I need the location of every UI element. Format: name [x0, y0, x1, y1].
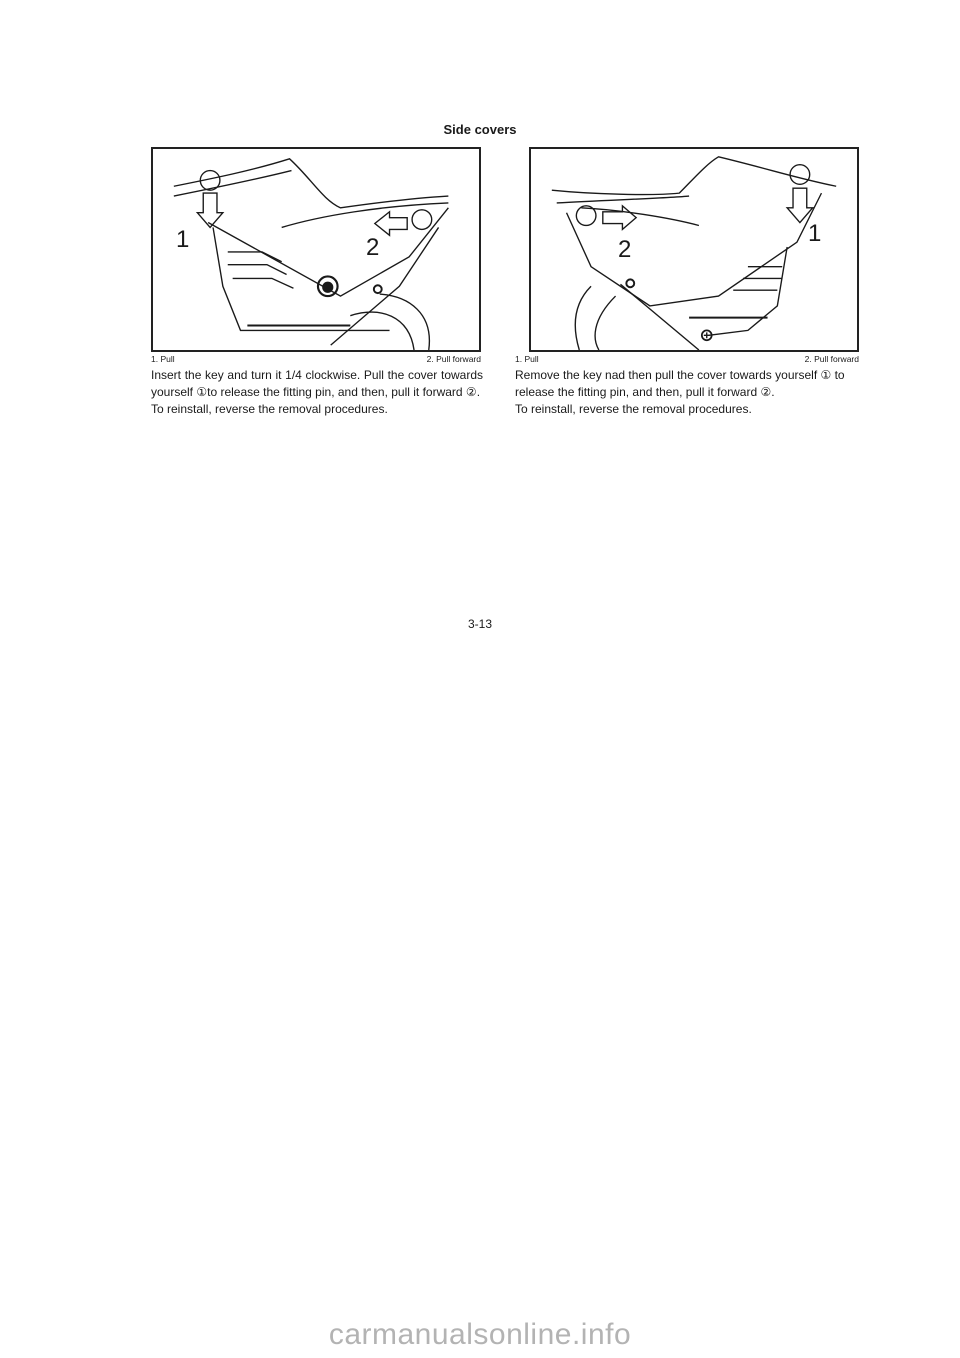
instruction-right-paragraph-1: Remove the key nad then pull the cover towards yourself ① to release the fitting pin, and then, pull it forward ②.: [515, 368, 845, 399]
callout-2-right: 2: [618, 236, 632, 263]
caption-pull-left: 1. Pull: [151, 354, 175, 364]
callout-2-left: 2: [366, 234, 380, 261]
instructions-right: [515, 367, 859, 418]
left-cover-drawing: [153, 149, 479, 350]
callout-1-left: 1: [176, 226, 190, 253]
page-title: Side covers: [443, 122, 517, 137]
caption-left: [151, 354, 481, 364]
caption-pull-forward-right: 2. Pull forward: [804, 354, 859, 364]
instruction-right-paragraph-2: To reinstall, reverse the removal procedures.: [515, 402, 752, 416]
caption-pull-right: 1. Pull: [515, 354, 539, 364]
instruction-left-paragraph-1: Insert the key and turn it 1/4 clockwise. Pull the cover towards yourself ①to release the fitting pin, and then, pull it forward ②.: [151, 368, 483, 399]
caption-pull-forward-left: 2. Pull forward: [426, 354, 481, 364]
watermark: carmanualsonline.info: [328, 1318, 632, 1351]
caption-right: [515, 354, 859, 364]
right-cover-drawing: [531, 149, 857, 350]
page-number: 3-13: [467, 617, 493, 631]
side-cover-illustration-left: [151, 147, 481, 352]
instruction-left-paragraph-2: To reinstall, reverse the removal procedures.: [151, 402, 388, 416]
instructions-left: [151, 367, 483, 418]
callout-1-right: 1: [808, 220, 822, 247]
side-cover-illustration-right: [529, 147, 859, 352]
